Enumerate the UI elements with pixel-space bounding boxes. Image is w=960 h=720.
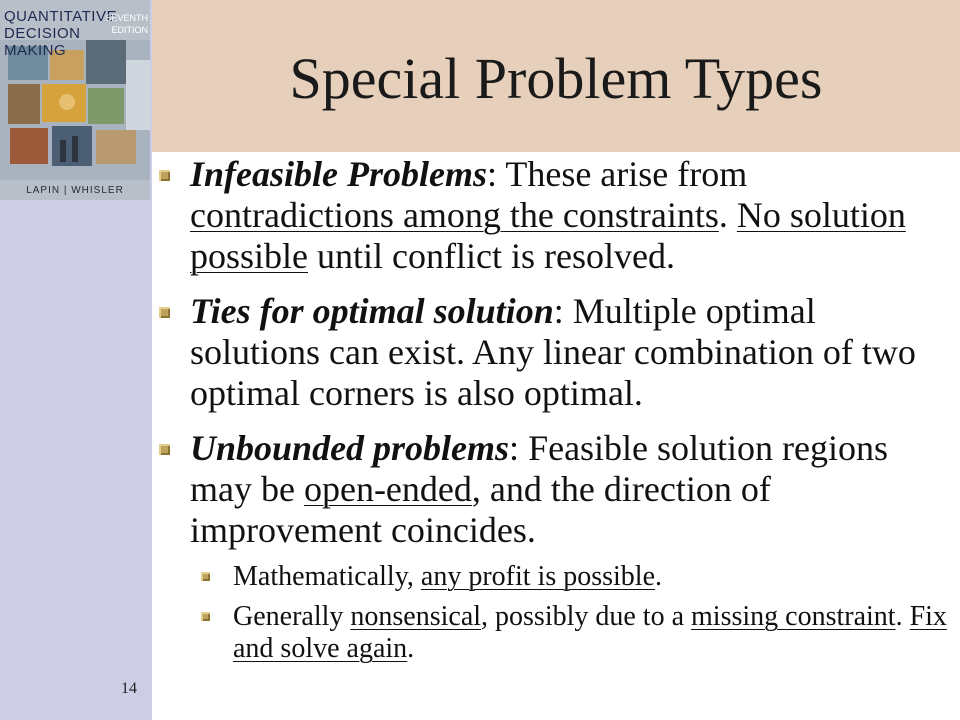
square-bullet-icon — [201, 572, 210, 581]
cover-authors: LAPIN | WHISLER — [26, 185, 124, 196]
cover-edition: SEVENTH EDITION — [105, 13, 148, 35]
bullet-unbounded-problems: Unbounded problems: Feasible solution regions may be open-ended, and the direction of improvement coincides. — [150, 428, 950, 551]
sub-bullet-nonsensical: Generally nonsensical, possibly due to a missing constraint. Fix and solve again. — [193, 601, 950, 665]
slide-title: Special Problem Types — [289, 46, 823, 111]
cover-title: QUANTITATIVE DECISION MAKING — [4, 8, 117, 59]
square-bullet-icon — [159, 307, 170, 318]
square-bullet-icon — [159, 170, 170, 181]
slide-number: 14 — [121, 680, 137, 697]
bullet-ties-optimal-solution: Ties for optimal solution: Multiple optimal solutions can exist. Any linear combination of two optimal corners is also optimal. — [150, 291, 950, 414]
slide-content — [150, 154, 950, 665]
bullet-term: Infeasible Problems — [190, 154, 487, 194]
book-cover-image — [0, 0, 150, 200]
square-bullet-icon — [159, 444, 170, 455]
bullet-term: Unbounded problems — [190, 428, 510, 468]
sub-bullet-mathematically: Mathematically, any profit is possible. — [193, 561, 950, 593]
bullet-term: Ties for optimal solution — [190, 291, 554, 331]
bullet-infeasible-problems: Infeasible Problems: These arise from contradictions among the constraints. No solution possible until conflict is resolved. — [150, 154, 950, 277]
square-bullet-icon — [201, 612, 210, 621]
cover-collage-art — [0, 40, 150, 180]
